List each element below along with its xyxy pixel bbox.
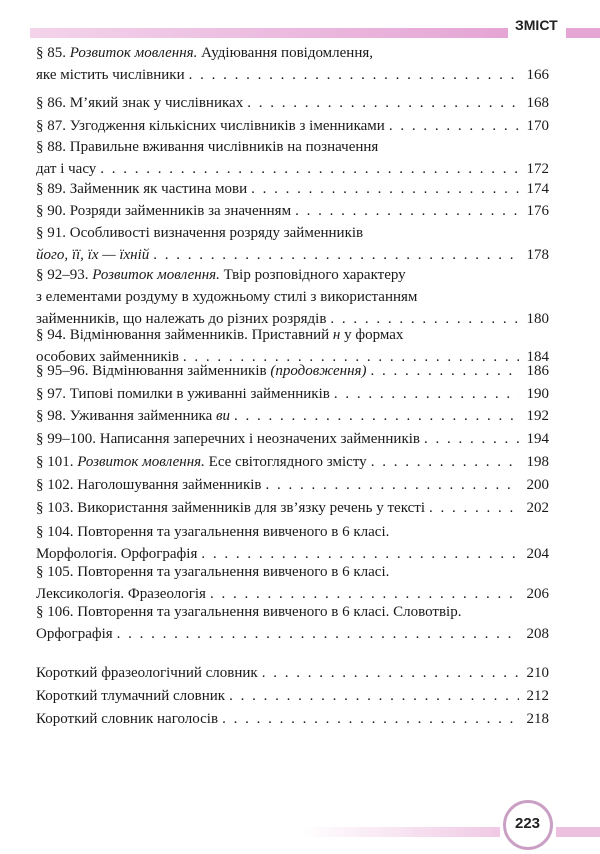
toc-text-italic: Розвиток мовлення. xyxy=(77,454,205,470)
toc-leader-dots xyxy=(153,244,519,266)
toc-text: Лексикологія. Фразеологія xyxy=(36,586,206,602)
toc-line-text xyxy=(36,561,389,583)
toc-page-number: 168 xyxy=(526,95,549,111)
toc-page-number: 204 xyxy=(526,546,549,562)
toc-entry[interactable] xyxy=(36,474,549,496)
toc-text: § 102. Наголошування займенників xyxy=(36,477,262,493)
toc-line-text xyxy=(36,178,247,200)
toc-leader-dots xyxy=(251,178,519,200)
toc-text: Твір розповідного характеру xyxy=(219,267,406,283)
toc-leader-dots xyxy=(117,623,519,645)
toc-leader-dots xyxy=(234,405,519,427)
toc-leader-dots xyxy=(247,92,519,114)
toc-line-text xyxy=(36,136,378,158)
toc-page-number: 176 xyxy=(526,203,549,219)
header-decor-bar xyxy=(30,28,508,38)
toc-text: § 105. Повторення та узагальнення вивченого в 6 класі. xyxy=(36,564,390,580)
toc-line xyxy=(36,158,549,180)
toc-text: Короткий словник наголосів xyxy=(36,711,219,727)
toc-text: § 98. Уживання займенника xyxy=(36,408,216,424)
toc-entry[interactable] xyxy=(36,561,549,605)
toc-text: § 89. Займенник як частина мови xyxy=(36,181,248,197)
toc-text: з елементами роздуму в художньому стилі з використанням xyxy=(36,289,418,305)
toc-entry[interactable] xyxy=(36,115,549,137)
page-title: ЗМІСТ xyxy=(515,17,558,33)
toc-text: Аудіювання повідомлення, xyxy=(197,45,374,61)
toc-text: дат і часу xyxy=(36,161,97,177)
page-number: 223 xyxy=(515,815,541,832)
toc-line xyxy=(36,685,549,707)
toc-line-text xyxy=(36,601,461,623)
header-decor-tail xyxy=(566,28,600,38)
toc-text: Короткий фразеологічний словник xyxy=(36,665,258,681)
toc-entry[interactable] xyxy=(36,200,549,222)
toc-entry[interactable] xyxy=(36,42,549,86)
toc-text: § 88. Правильне вживання числівників на позначення xyxy=(36,139,379,155)
toc-line xyxy=(36,200,549,222)
toc-line-text xyxy=(36,360,367,382)
toc-text: § 106. Повторення та узагальнення вивченого в 6 класі. Словотвір. xyxy=(36,604,462,620)
toc-line xyxy=(36,222,549,244)
toc-leader-dots xyxy=(371,360,520,382)
toc-text: § 101. xyxy=(36,454,78,470)
toc-line-text xyxy=(36,115,385,137)
toc-text-italic: (продовження) xyxy=(270,363,367,379)
toc-page-number: 198 xyxy=(526,454,549,470)
toc-entry[interactable] xyxy=(36,662,549,684)
toc-line xyxy=(36,324,549,346)
toc-line xyxy=(36,178,549,200)
toc-page-number: 208 xyxy=(526,626,549,642)
toc-line xyxy=(36,561,549,583)
toc-line xyxy=(36,383,549,405)
toc-text: у формах xyxy=(340,327,404,343)
toc-text: Морфологія. Орфографія xyxy=(36,546,198,562)
toc-line xyxy=(36,64,549,86)
toc-entry[interactable] xyxy=(36,405,549,427)
toc-leader-dots xyxy=(371,451,519,473)
toc-line xyxy=(36,264,549,286)
toc-entry[interactable] xyxy=(36,601,549,645)
toc-text: § 91. Особливості визначення розряду займенників xyxy=(36,225,364,241)
toc-line xyxy=(36,428,549,450)
toc-line-text xyxy=(36,324,403,346)
toc-text-italic: Розвиток мовлення. xyxy=(69,45,198,61)
toc-text: Короткий тлумачний словник xyxy=(36,688,226,704)
toc-text: § 92–93. xyxy=(36,267,93,283)
toc-text: Есе світоглядного змісту xyxy=(204,454,367,470)
toc-entry[interactable] xyxy=(36,222,549,266)
toc-text: § 87. Узгодження кількісних числівників з іменниками xyxy=(36,118,385,134)
toc-line-text xyxy=(36,222,363,244)
toc-entry[interactable] xyxy=(36,92,549,114)
toc-text-italic: його, її, їх — їхній xyxy=(36,247,150,263)
toc-line-text xyxy=(36,521,389,543)
toc-entry[interactable] xyxy=(36,685,549,707)
toc-text-italic: ви xyxy=(216,408,231,424)
toc-line-text xyxy=(36,451,367,473)
toc-leader-dots xyxy=(295,200,519,222)
toc-line xyxy=(36,601,549,623)
toc-leader-dots xyxy=(100,158,519,180)
toc-line xyxy=(36,405,549,427)
toc-line-text xyxy=(36,685,225,707)
toc-text: § 90. Розряди займенників за значенням xyxy=(36,203,292,219)
toc-page-number: 170 xyxy=(526,118,549,134)
toc-line-text xyxy=(36,200,291,222)
toc-line-text xyxy=(36,623,113,645)
toc-line-text xyxy=(36,708,218,730)
toc-line-text xyxy=(36,42,373,64)
toc-leader-dots xyxy=(424,428,519,450)
toc-line xyxy=(36,474,549,496)
toc-leader-dots xyxy=(265,474,519,496)
toc-line xyxy=(36,115,549,137)
toc-page-number: 210 xyxy=(526,665,549,681)
toc-entry[interactable] xyxy=(36,383,549,405)
toc-text: § 97. Типові помилки в уживанні займенників xyxy=(36,386,330,402)
toc-entry[interactable] xyxy=(36,264,549,330)
footer-decor-stripe xyxy=(300,827,500,837)
toc-leader-dots xyxy=(229,685,519,707)
toc-line xyxy=(36,92,549,114)
toc-text: § 99–100. Написання заперечних і неозначених займенників xyxy=(36,431,421,447)
toc-text: особових займенників xyxy=(36,349,179,365)
toc-line xyxy=(36,708,549,730)
toc-line xyxy=(36,244,549,266)
toc-page-number: 212 xyxy=(526,688,549,704)
toc-page-number: 166 xyxy=(526,67,549,83)
toc-leader-dots xyxy=(334,383,519,405)
toc-page-number: 186 xyxy=(526,363,549,379)
toc-line-text xyxy=(36,158,96,180)
toc-page-number: 184 xyxy=(526,349,549,365)
toc-line-text xyxy=(36,428,420,450)
toc-entry[interactable] xyxy=(36,428,549,450)
toc-line-text xyxy=(36,383,330,405)
toc-text: § 95–96. Відмінювання займенників xyxy=(36,363,271,379)
toc-page-number: 172 xyxy=(526,161,549,177)
toc-line-text xyxy=(36,64,185,86)
toc-line xyxy=(36,360,549,382)
toc-page-number: 192 xyxy=(526,408,549,424)
toc-line xyxy=(36,662,549,684)
toc-line xyxy=(36,497,549,519)
toc-line-text xyxy=(36,264,406,286)
toc-page-number: 194 xyxy=(526,431,549,447)
toc-entry[interactable] xyxy=(36,360,549,382)
toc-page-number: 218 xyxy=(526,711,549,727)
toc-line xyxy=(36,136,549,158)
toc-leader-dots xyxy=(222,708,519,730)
toc-entry[interactable] xyxy=(36,178,549,200)
toc-text: § 94. Відмінювання займенників. Приставний xyxy=(36,327,333,343)
toc-text-italic: н xyxy=(332,327,341,343)
toc-entry[interactable] xyxy=(36,708,549,730)
toc-line-text xyxy=(36,405,230,427)
toc-text-italic: Розвиток мовлення. xyxy=(92,267,220,283)
toc-text: § 85. xyxy=(36,45,70,61)
toc-text: § 104. Повторення та узагальнення вивченого в 6 класі. xyxy=(36,524,390,540)
toc-line xyxy=(36,623,549,645)
toc-page-number: 206 xyxy=(526,586,549,602)
toc-page-number: 180 xyxy=(526,311,549,327)
toc-page-number: 174 xyxy=(526,181,549,197)
toc-line-text xyxy=(36,497,425,519)
toc-text: Орфографія xyxy=(36,626,113,642)
toc-page-number: 178 xyxy=(526,247,549,263)
toc-entry[interactable] xyxy=(36,497,549,519)
toc-text: яке містить числівники xyxy=(36,67,185,83)
toc-leader-dots xyxy=(389,115,519,137)
toc-line xyxy=(36,521,549,543)
toc-leader-dots xyxy=(189,64,519,86)
toc-text: займенників, що належать до різних розрядів xyxy=(36,311,327,327)
toc-line-text xyxy=(36,92,243,114)
toc-entry[interactable] xyxy=(36,136,549,180)
toc-line xyxy=(36,286,549,308)
toc-line-text xyxy=(36,244,149,266)
toc-entry[interactable] xyxy=(36,451,549,473)
toc-entry[interactable] xyxy=(36,521,549,565)
toc-line xyxy=(36,451,549,473)
toc-line xyxy=(36,42,549,64)
toc-line-text xyxy=(36,662,258,684)
toc-page-number: 190 xyxy=(526,386,549,402)
toc-text: § 103. Використання займенників для зв’язку речень у тексті xyxy=(36,500,426,516)
toc-page-number: 200 xyxy=(526,477,549,493)
toc-line-text xyxy=(36,474,261,496)
toc-leader-dots xyxy=(429,497,519,519)
toc-text: § 86. М’який знак у числівниках xyxy=(36,95,244,111)
toc-leader-dots xyxy=(262,662,519,684)
footer-decor-tail xyxy=(556,827,600,837)
toc-page-number: 202 xyxy=(526,500,549,516)
toc-line-text xyxy=(36,286,417,308)
